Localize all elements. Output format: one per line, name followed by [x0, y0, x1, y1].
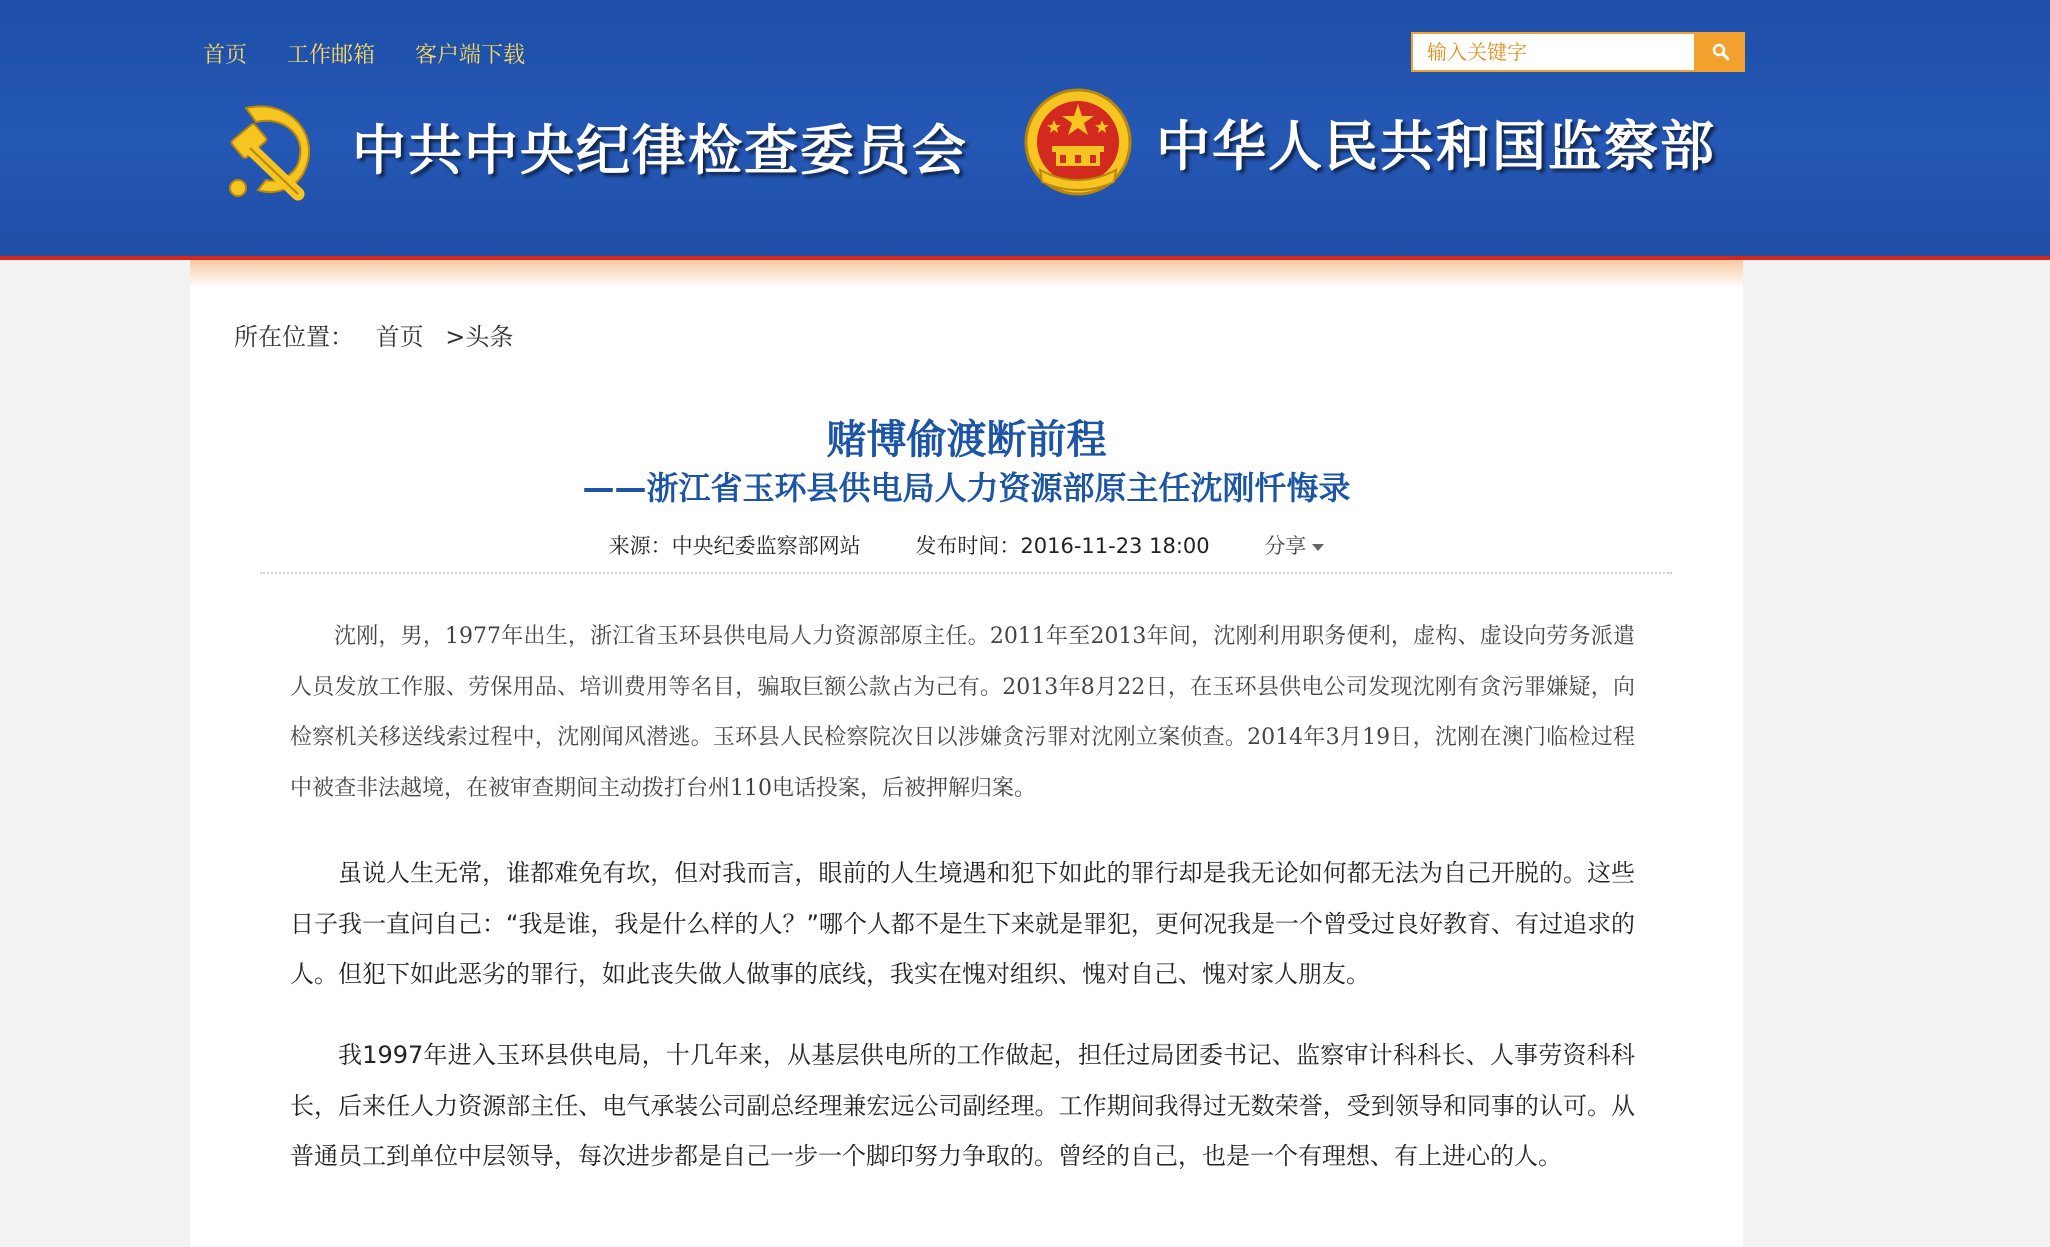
- breadcrumb-home-link[interactable]: 首页: [375, 323, 424, 351]
- search-box: [1411, 32, 1745, 72]
- nav-home-link[interactable]: 首页: [203, 43, 248, 68]
- search-input[interactable]: [1411, 32, 1696, 72]
- article-meta: [190, 530, 1743, 560]
- breadcrumb: [234, 317, 527, 352]
- chevron-down-icon: [1312, 544, 1324, 551]
- article-subtitle: ——浙江省玉环县供电局人力资源部原主任沈刚忏悔录: [582, 469, 1351, 507]
- share-dropdown[interactable]: [1264, 534, 1324, 558]
- search-icon: [1711, 42, 1731, 62]
- top-nav: [203, 38, 525, 69]
- cpc-committee-title: 中共中央纪律检查委员会: [352, 117, 968, 182]
- article-panel: [190, 260, 1743, 1247]
- nav-work-email-link[interactable]: 工作邮箱: [287, 43, 376, 68]
- site-header: [0, 0, 2050, 260]
- share-label: 分享: [1264, 534, 1307, 558]
- breadcrumb-label: 所在位置：: [234, 323, 354, 351]
- cpc-brand[interactable]: [218, 90, 968, 202]
- nav-client-download-link[interactable]: 客户端下载: [415, 43, 526, 68]
- ministry-brand[interactable]: [1022, 86, 1716, 198]
- article-title: 赌博偷渡断前程: [826, 417, 1107, 463]
- party-emblem-icon: [218, 90, 330, 202]
- ministry-title: 中华人民共和国监察部: [1156, 113, 1716, 178]
- article-source: 来源：中央纪委监察部网站: [608, 534, 861, 558]
- national-emblem-icon: [1022, 86, 1134, 198]
- breadcrumb-current[interactable]: >头条: [445, 323, 514, 351]
- article-intro: 沈刚，男，1977年出生，浙江省玉环县供电局人力资源部原主任。2011年至2013年间，沈刚利用职务便利，虚构、虚设向劳务派遣人员发放工作服、劳保用品、培训费用等名目，骗取巨额公款占为己有。2013年8月22日，在玉环县供电公司发现沈刚有贪污罪嫌疑，向检察机关移送线索过程中，沈刚闻风潜逃。玉环县人民检察院次日以涉嫌贪污罪对沈刚立案侦查。2014年3月19日，沈刚在澳门临检过程中被查非法越境，在被审查期间主动拨打台州110电话投案，后被押解归案。: [290, 624, 1635, 801]
- search-button[interactable]: [1696, 32, 1745, 72]
- article-publish-time: 发布时间：2016-11-23 18:00: [915, 534, 1210, 558]
- divider: [260, 572, 1672, 574]
- article-paragraph: 虽说人生无常，谁都难免有坎，但对我而言，眼前的人生境遇和犯下如此的罪行却是我无论如何都无法为自己开脱的。这些日子我一直问自己：“我是谁，我是什么样的人？”哪个人都不是生下来就是罪犯，更何况我是一个曾受过良好教育、有过追求的人。但犯下如此恶劣的罪行，如此丧失做人做事的底线，我实在愧对组织、愧对自己、愧对家人朋友。: [290, 859, 1635, 988]
- article-paragraph: 我1997年进入玉环县供电局，十几年来，从基层供电所的工作做起，担任过局团委书记、监察审计科科长、人事劳资科科长，后来任人力资源部主任、电气承装公司副总经理兼宏远公司副经理。工作期间我得过无数荣誉，受到领导和同事的认可。从普通员工到单位中层领导，每次进步都是自己一步一个脚印努力争取的。曾经的自己，也是一个有理想、有上进心的人。: [290, 1041, 1635, 1170]
